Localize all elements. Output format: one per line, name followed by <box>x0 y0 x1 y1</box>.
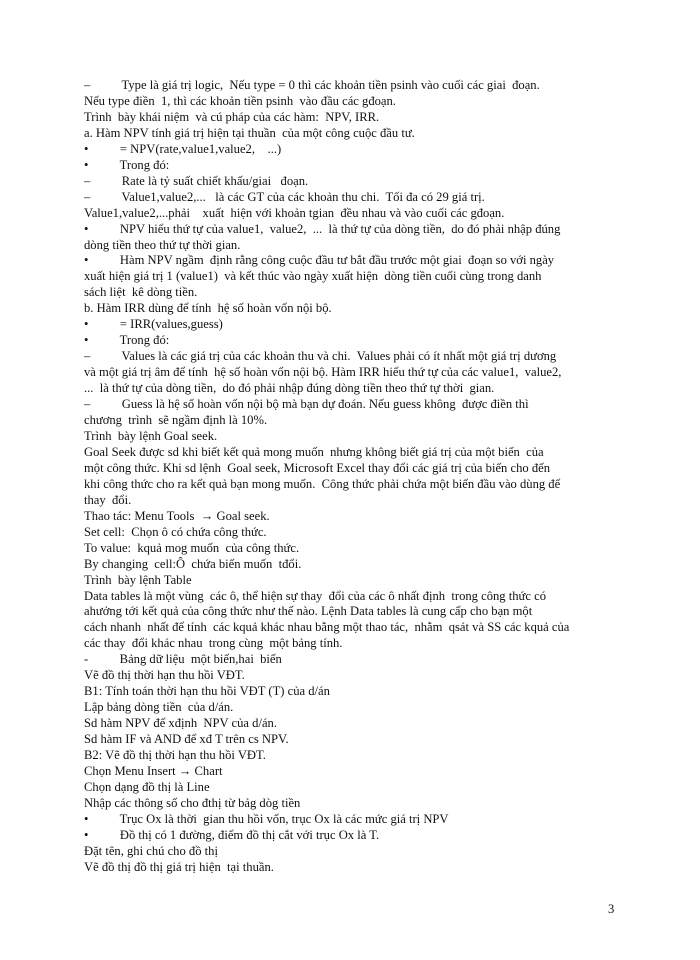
text-line: Chọn Menu Insert → Chart <box>84 763 223 778</box>
text-body <box>84 78 620 876</box>
text-line: – Value1,value2,... là các GT của các khoản thu chi. Tối đa có 29 giá trị. <box>84 189 485 204</box>
text-line: Chọn dạng đồ thị là Line <box>84 779 210 794</box>
text-line: Trình bày lệnh Table <box>84 572 192 587</box>
text-line: – Guess là hệ số hoàn vốn nội bộ mà bạn dự đoán. Nếu guess không được điền thì <box>84 397 529 412</box>
text-line: Nhập các thông số cho đthị từ bảg dòg tiền <box>84 795 301 810</box>
text-line: • Trong đó: <box>84 333 170 348</box>
text-line: Thao tác: Menu Tools → Goal seek. <box>84 508 270 523</box>
text-line: Set cell: Chọn ô có chứa công thức. <box>84 524 267 539</box>
text-line: ... là thứ tự của dòng tiền, do đó phải nhập đúng dòng tiền theo thứ tự thời gian. <box>84 381 495 396</box>
text-line: sách liệt kê dòng tiền. <box>84 285 198 300</box>
text-line: - Bảng dữ liệu một biến,hai biến <box>84 652 282 667</box>
text-line: Vẽ đồ thị đồ thị giá trị hiện tại thuần. <box>84 859 274 874</box>
text-line: • Trong đó: <box>84 157 170 172</box>
text-line: b. Hàm IRR dùng để tính hệ số hoàn vốn nội bộ. <box>84 301 332 316</box>
text-line: – Type là giá trị logic, Nếu type = 0 thì các khoản tiền psinh vào cuối các giai đoạn. <box>84 78 540 92</box>
text-line: và một giá trị âm để tính hệ số hoàn vốn nội bộ. Hàm IRR hiểu thứ tự của các value1, value2, <box>84 365 562 380</box>
text-line: B2: Vẽ đồ thị thời hạn thu hồi VĐT. <box>84 748 266 763</box>
text-line: • = IRR(values,guess) <box>84 317 223 332</box>
text-line: Goal Seek được sd khi biết kết quả mong muốn nhưng không biết giá trị của một biến của <box>84 444 544 459</box>
text-line: xuất hiện giá trị 1 (value1) và kết thúc vào ngày xuất hiện dòng tiền cuối cùng trong danh <box>84 269 542 284</box>
text-line: Đặt tên, ghi chú cho đồ thị <box>84 843 218 858</box>
page-number: 3 <box>608 902 615 916</box>
text-line: Trình bày lệnh Goal seek. <box>84 428 218 443</box>
text-line: a. Hàm NPV tính giá trị hiện tại thuần của một công cuộc đầu tư. <box>84 125 415 140</box>
text-line: Nếu type điền 1, thì các khoản tiền psinh vào đầu các gđoạn. <box>84 93 396 108</box>
text-line: các thay đổi khác nhau trong cùng một bảng tính. <box>84 636 343 651</box>
text-line: Sd hàm IF và AND để xđ T trên cs NPV. <box>84 732 289 747</box>
text-line: • Đồ thị có 1 đường, điểm đồ thị cắt với trục Ox là T. <box>84 827 380 842</box>
text-line: thay đổi. <box>84 492 132 507</box>
text-line: ahưởng tới kết quả của công thức như thế nào. Lệnh Data tables là cung cấp cho bạn một <box>84 604 533 619</box>
text-line: khi công thức cho ra kết quả bạn mong muốn. Công thức phải chứa một biến đầu vào dùng để <box>84 476 561 491</box>
text-line: Data tables là một vùng các ô, thể hiện sự thay đổi của các ô nhất định trong công thức có <box>84 588 546 603</box>
text-line: B1: Tính toán thời hạn thu hồi VĐT (T) của d/án <box>84 684 330 699</box>
text-line: một công thức. Khi sd lệnh Goal seek, Microsoft Excel thay đổi các giá trị của biến cho đến <box>84 460 551 475</box>
text-line: To value: kquả mog muốn của công thức. <box>84 540 300 555</box>
text-line: Trình bày khái niệm và cú pháp của các hàm: NPV, IRR. <box>84 109 380 124</box>
text-line: • Trục Ox là thời gian thu hồi vốn, trục Ox là các mức giá trị NPV <box>84 811 449 826</box>
text-line: Sd hàm NPV để xđịnh NPV của d/án. <box>84 716 277 731</box>
text-line: By changing cell:Ô chứa biến muốn tđổi. <box>84 556 302 571</box>
text-line: • = NPV(rate,value1,value2, ...) <box>84 141 282 156</box>
text-line: cách nhanh nhất để tính các kquả khác nhau bằng một thao tác, nhằm qsát và SS các kquả của <box>84 620 570 635</box>
text-line: • NPV hiểu thứ tự của value1, value2, ... là thứ tự của dòng tiền, do đó phải nhập đúng <box>84 221 561 236</box>
text-line: Lập bảng dòng tiền của d/án. <box>84 700 234 715</box>
text-line: • Hàm NPV ngầm định rằng công cuộc đầu tư bắt đầu trước một giai đoạn so với ngày <box>84 253 555 268</box>
text-line: – Values là các giá trị của các khoản thu và chi. Values phải có ít nhất một giá trị dương <box>84 349 557 364</box>
text-line: Vẽ đồ thị thời hạn thu hồi VĐT. <box>84 668 245 683</box>
text-line: – Rate là tỷ suất chiết khấu/giai đoạn. <box>84 173 309 188</box>
text-line: Value1,value2,...phải xuất hiện với khoản tgian đều nhau và vào cuối các gđoạn. <box>84 205 505 220</box>
text-line: dòng tiền theo thứ tự thời gian. <box>84 237 241 252</box>
text-line: chương trình sẽ ngầm định là 10%. <box>84 413 268 428</box>
